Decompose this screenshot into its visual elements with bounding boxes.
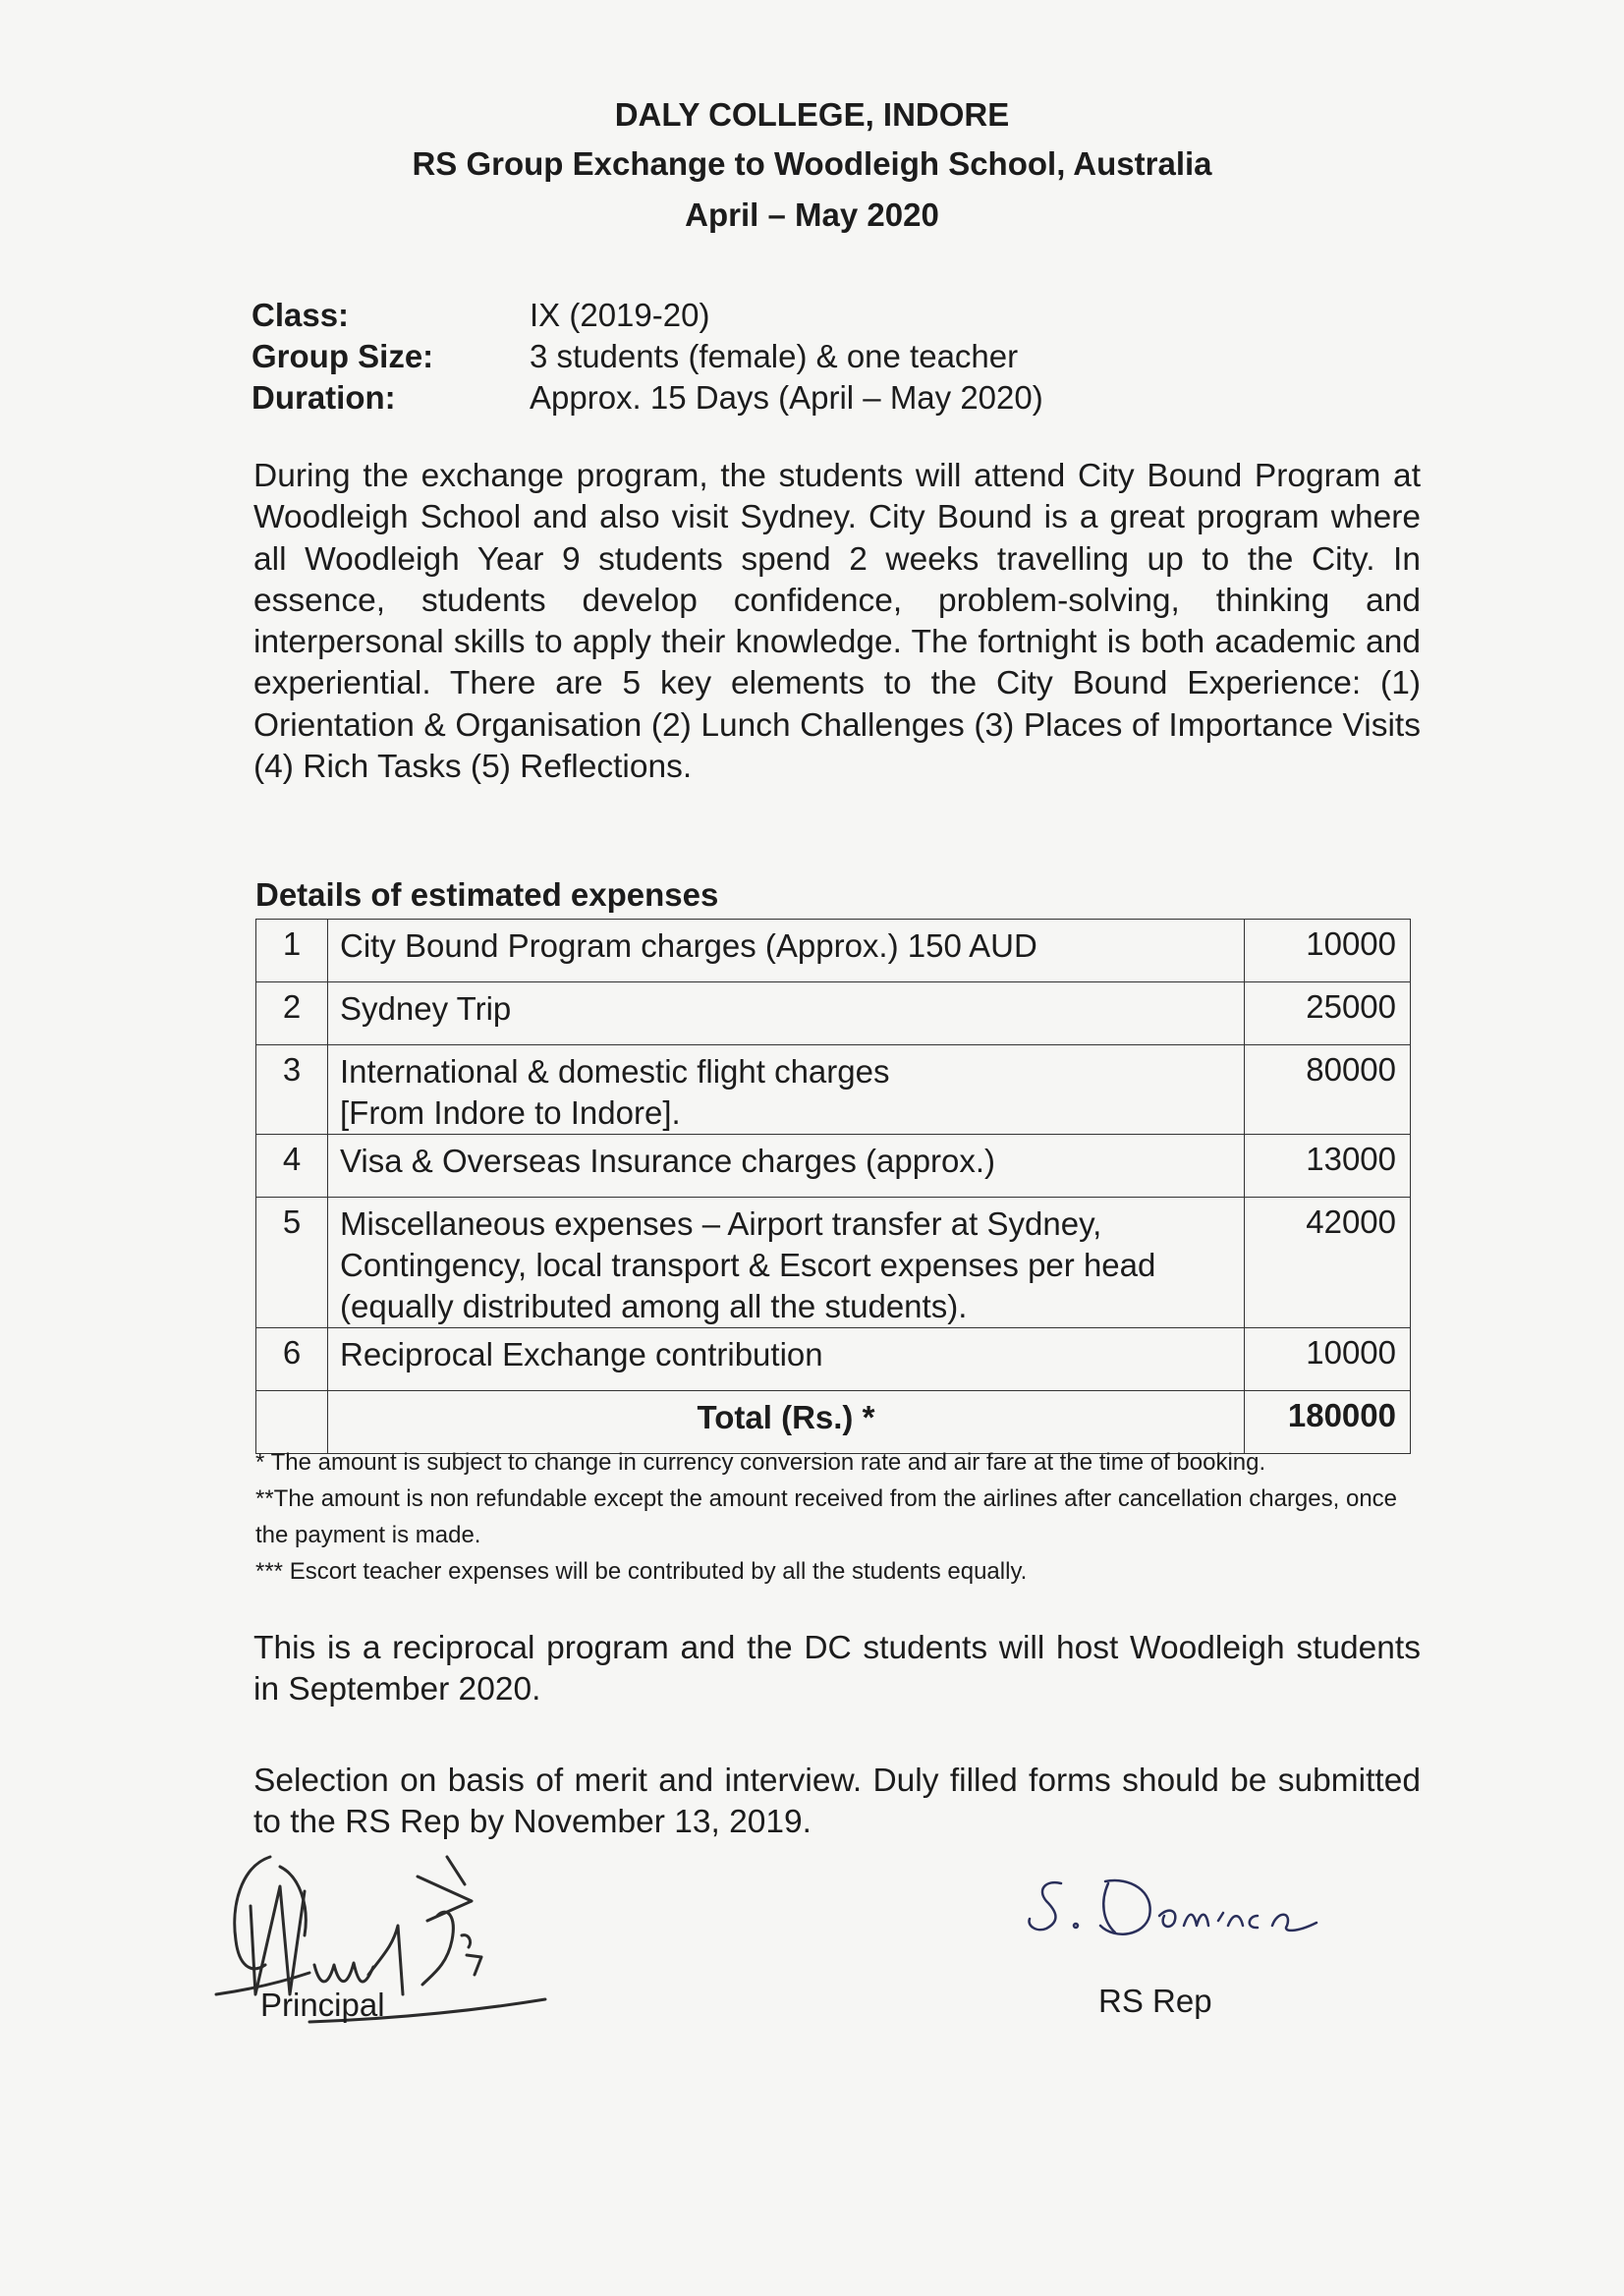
program-title: RS Group Exchange to Woodleigh School, Australia (412, 145, 1212, 182)
row-description: International & domestic flight charges [From Indore to Indore]. (328, 1045, 1245, 1135)
row-number: 5 (256, 1198, 328, 1328)
expenses-title: Details of estimated expenses (255, 876, 719, 913)
row-number: 3 (256, 1045, 328, 1135)
meta-row-group-size (252, 336, 1043, 377)
selection-paragraph: Selection on basis of merit and interview. Duly filled forms should be submitted to the RS Rep by November 13, 2019. (253, 1763, 1421, 1841)
row-description: Miscellaneous expenses – Airport transfer at Sydney, Contingency, local transport & Escort expenses per head (equally distributed among all the students). (328, 1198, 1245, 1328)
rsrep-signature (1022, 1872, 1346, 1960)
rsrep-label: RS Rep (1098, 1983, 1212, 2019)
reciprocal-paragraph: This is a reciprocal program and the DC students will host Woodleigh students in September 2020. (253, 1630, 1421, 1708)
row-number: 2 (256, 982, 328, 1045)
meta-label: Duration: (252, 379, 396, 416)
school-title: DALY COLLEGE, INDORE (614, 96, 1010, 133)
row-amount: 10000 (1245, 920, 1411, 982)
row-description: Reciprocal Exchange contribution (328, 1328, 1245, 1391)
footnotes (255, 1444, 1415, 1590)
program-meta (252, 295, 1043, 419)
meta-value: IX (2019-20) (530, 297, 710, 333)
table-row (256, 1328, 1411, 1391)
footnote-2: **The amount is non refundable except the amount received from the airlines after cancellation charges, once the payment is made. (255, 1485, 1398, 1548)
row-description: Visa & Overseas Insurance charges (approx.) (328, 1135, 1245, 1198)
program-dates: April – May 2020 (685, 196, 939, 233)
table-row (256, 1045, 1411, 1135)
table-row (256, 982, 1411, 1045)
row-amount: 42000 (1245, 1198, 1411, 1328)
intro-paragraph: During the exchange program, the students will attend City Bound Program at Woodleigh School and also visit Sydney. City Bound is a great program where all Woodleigh Year 9 students spend 2 weeks travelling up to the City. In essence, students develop confidence, problem-solving, thinking and interpersonal skills to apply their knowledge. The fortnight is both academic and experiential. There are 5 key elements to the City Bound Experience: (1) Orientation & Organisation (2) Lunch Challenges (3) Places of Importance Visits (4) Rich Tasks (5) Reflections. (253, 458, 1421, 786)
footnote-3: *** Escort teacher expenses will be contributed by all the students equally. (255, 1558, 1028, 1585)
table-row (256, 920, 1411, 982)
principal-label: Principal (260, 1987, 385, 2023)
meta-label: Group Size: (252, 338, 434, 374)
meta-label: Class: (252, 297, 350, 333)
row-description: City Bound Program charges (Approx.) 150 AUD (328, 920, 1245, 982)
table-row (256, 1198, 1411, 1328)
row-number: 4 (256, 1135, 328, 1198)
table-row (256, 1135, 1411, 1198)
expenses-table (255, 919, 1411, 1454)
footnote-1: * The amount is subject to change in currency conversion rate and air fare at the time of booking. (255, 1449, 1266, 1476)
meta-value: 3 students (female) & one teacher (530, 338, 1019, 374)
row-amount: 80000 (1245, 1045, 1411, 1135)
row-amount: 13000 (1245, 1135, 1411, 1198)
row-amount: 10000 (1245, 1328, 1411, 1391)
row-number: 6 (256, 1328, 328, 1391)
meta-value: Approx. 15 Days (April – May 2020) (530, 379, 1043, 416)
meta-row-class (252, 295, 1043, 336)
total-label: Total (Rs.) * (328, 1391, 1245, 1454)
total-amount: 180000 (1245, 1391, 1411, 1454)
row-amount: 25000 (1245, 982, 1411, 1045)
meta-row-duration (252, 377, 1043, 419)
row-number: 1 (256, 920, 328, 982)
row-description: Sydney Trip (328, 982, 1245, 1045)
